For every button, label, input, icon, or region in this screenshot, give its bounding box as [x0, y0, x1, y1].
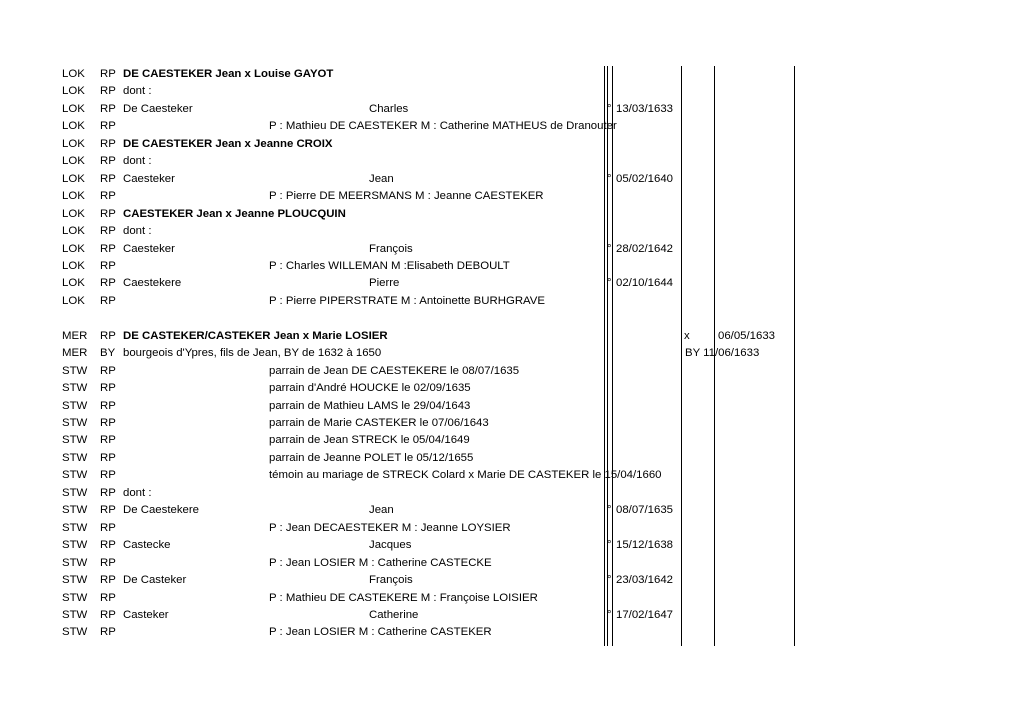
birth-mark: ° [607, 608, 612, 621]
record-source: RP [100, 521, 116, 534]
record-source: RP [100, 434, 116, 447]
record-date: 05/02/1640 [616, 172, 674, 185]
record-detail: P : Mathieu DE CAESTEKER M : Catherine MATHEUS de Dranouter [269, 120, 617, 133]
record-name: Caesteker [123, 242, 175, 255]
record-row [0, 118, 1024, 135]
record-first-name: Jean [369, 172, 394, 185]
record-row [0, 258, 1024, 275]
blank-row [0, 310, 1024, 327]
record-row [0, 624, 1024, 641]
record-code: STW [62, 364, 88, 377]
record-source: RP [100, 451, 116, 464]
record-name: dont : [123, 486, 152, 499]
record-name: dont : [123, 225, 152, 238]
record-name: DE CAESTEKER Jean x Louise GAYOT [123, 68, 334, 80]
record-code: LOK [62, 137, 85, 150]
record-name: Caestekere [123, 277, 182, 290]
record-row [0, 275, 1024, 292]
record-first-name: François [369, 574, 413, 587]
record-code: STW [62, 434, 88, 447]
record-name: Casteker [123, 608, 169, 621]
record-row [0, 607, 1024, 624]
bourgeois-date: BY 11/06/1633 [685, 347, 760, 360]
record-source: RP [100, 399, 116, 412]
record-source: RP [100, 225, 116, 238]
record-row [0, 206, 1024, 223]
record-code: LOK [62, 155, 85, 168]
record-code: STW [62, 539, 88, 552]
record-date: 15/12/1638 [616, 539, 674, 552]
record-source: RP [100, 329, 116, 342]
record-code: LOK [62, 277, 85, 290]
record-code: STW [62, 469, 88, 482]
record-name: bourgeois d'Ypres, fils de Jean, BY de 1632 à 1650 [123, 347, 382, 360]
record-code: LOK [62, 259, 85, 272]
record-code: STW [62, 486, 88, 499]
record-row [0, 415, 1024, 432]
record-date: 08/07/1635 [616, 504, 674, 517]
record-code: LOK [62, 294, 85, 307]
record-code: STW [62, 382, 88, 395]
record-source: RP [100, 172, 116, 185]
record-detail: P : Mathieu DE CASTEKERE M : Françoise LOISIER [269, 591, 538, 604]
record-source: RP [100, 574, 116, 587]
record-code: LOK [62, 207, 85, 220]
record-first-name: Pierre [369, 277, 400, 290]
birth-mark: ° [607, 504, 612, 517]
record-source: RP [100, 155, 116, 168]
record-name: DE CASTEKER/CASTEKER Jean x Marie LOSIER [123, 329, 388, 342]
record-date: 28/02/1642 [616, 242, 674, 255]
record-row [0, 153, 1024, 170]
record-row [0, 345, 1024, 362]
record-row [0, 432, 1024, 449]
record-detail: parrain de Jean DE CAESTEKERE le 08/07/1635 [269, 364, 520, 377]
record-row [0, 241, 1024, 258]
record-source: RP [100, 85, 116, 98]
record-source: RP [100, 417, 116, 429]
record-date: 23/03/1642 [616, 574, 674, 587]
record-code: LOK [62, 190, 85, 203]
marriage-mark: x [684, 329, 690, 342]
record-source: RP [100, 364, 116, 377]
record-row [0, 467, 1024, 484]
record-detail: P : Pierre PIPERSTRATE M : Antoinette BURHGRAVE [269, 294, 545, 307]
record-row [0, 363, 1024, 380]
record-row [0, 520, 1024, 537]
record-row [0, 328, 1024, 345]
record-row [0, 572, 1024, 589]
record-name: CAESTEKER Jean x Jeanne PLOUCQUIN [123, 207, 346, 220]
record-code: STW [62, 417, 88, 429]
record-name: Castecke [123, 539, 171, 552]
record-code: STW [62, 626, 88, 639]
record-source: RP [100, 277, 116, 290]
record-detail: parrain de Jean STRECK le 05/04/1649 [269, 434, 470, 447]
record-source: RP [100, 608, 116, 621]
record-detail: parrain de Mathieu LAMS le 29/04/1643 [269, 399, 471, 412]
record-row [0, 537, 1024, 554]
record-name: dont : [123, 155, 152, 168]
record-row [0, 101, 1024, 118]
record-first-name: Charles [369, 102, 409, 115]
record-source: RP [100, 504, 116, 517]
record-source: RP [100, 486, 116, 499]
record-source: RP [100, 294, 116, 307]
record-row [0, 66, 1024, 83]
record-source: RP [100, 382, 116, 395]
record-code: LOK [62, 85, 85, 98]
record-code: STW [62, 504, 88, 517]
record-name: De Caestekere [123, 504, 199, 517]
record-code: LOK [62, 68, 85, 80]
record-row [0, 171, 1024, 188]
record-row [0, 188, 1024, 205]
record-name: De Casteker [123, 574, 187, 587]
record-source: RP [100, 137, 116, 150]
record-source: RP [100, 120, 116, 133]
record-source: RP [100, 207, 116, 220]
record-row [0, 485, 1024, 502]
record-date: 13/03/1633 [616, 102, 674, 115]
record-row [0, 293, 1024, 310]
record-code: LOK [62, 172, 85, 185]
record-code: STW [62, 399, 88, 412]
record-source: RP [100, 626, 116, 639]
record-date: 02/10/1644 [616, 277, 674, 290]
record-detail: parrain de Jeanne POLET le 05/12/1655 [269, 451, 474, 464]
record-source: RP [100, 68, 116, 80]
record-source: BY [100, 347, 116, 360]
record-source: RP [100, 469, 116, 482]
record-code: STW [62, 556, 88, 569]
record-name: Caesteker [123, 172, 175, 185]
record-code: STW [62, 451, 88, 464]
record-source: RP [100, 190, 116, 203]
record-code: STW [62, 591, 88, 604]
record-row [0, 450, 1024, 467]
record-first-name: Jacques [369, 539, 412, 552]
record-code: LOK [62, 225, 85, 238]
record-source: RP [100, 539, 116, 552]
record-row [0, 590, 1024, 607]
record-row [0, 398, 1024, 415]
record-code: STW [62, 574, 88, 587]
record-row [0, 83, 1024, 100]
record-detail: P : Jean LOSIER M : Catherine CASTEKER [269, 626, 492, 639]
record-first-name: Jean [369, 504, 394, 517]
birth-mark: ° [607, 574, 612, 587]
record-source: RP [100, 242, 116, 255]
record-date: 17/02/1647 [616, 608, 674, 621]
record-detail: parrain d'André HOUCKE le 02/09/1635 [269, 382, 471, 395]
record-first-name: Catherine [369, 608, 419, 621]
record-code: STW [62, 521, 88, 534]
record-name: De Caesteker [123, 102, 193, 115]
record-source: RP [100, 556, 116, 569]
birth-mark: ° [607, 172, 612, 185]
record-code: MER [62, 329, 88, 342]
record-source: RP [100, 102, 116, 115]
record-row [0, 136, 1024, 153]
record-row [0, 555, 1024, 572]
record-source: RP [100, 259, 116, 272]
record-code: LOK [62, 102, 85, 115]
record-code: STW [62, 608, 88, 621]
record-detail: P : Jean LOSIER M : Catherine CASTECKE [269, 556, 492, 569]
record-detail: parrain de Marie CASTEKER le 07/06/1643 [269, 417, 489, 429]
record-code: LOK [62, 120, 85, 133]
record-detail: P : Charles WILLEMAN M :Elisabeth DEBOULT [269, 259, 510, 272]
record-name: DE CAESTEKER Jean x Jeanne CROIX [123, 137, 333, 150]
record-first-name: François [369, 242, 413, 255]
record-code: LOK [62, 242, 85, 255]
birth-mark: ° [607, 277, 612, 290]
marriage-date: 06/05/1633 [718, 329, 776, 342]
record-row [0, 380, 1024, 397]
record-detail: P : Jean DECAESTEKER M : Jeanne LOYSIER [269, 521, 511, 534]
record-source: RP [100, 591, 116, 604]
record-row [0, 223, 1024, 240]
record-row [0, 502, 1024, 519]
birth-mark: ° [607, 539, 612, 552]
record-code: MER [62, 347, 88, 360]
birth-mark: ° [607, 102, 612, 115]
record-name: dont : [123, 85, 152, 98]
record-detail: P : Pierre DE MEERSMANS M : Jeanne CAESTEKER [269, 190, 544, 203]
record-detail: témoin au mariage de STRECK Colard x Marie DE CASTEKER le 15/04/1660 [269, 469, 662, 482]
birth-mark: ° [607, 242, 612, 255]
